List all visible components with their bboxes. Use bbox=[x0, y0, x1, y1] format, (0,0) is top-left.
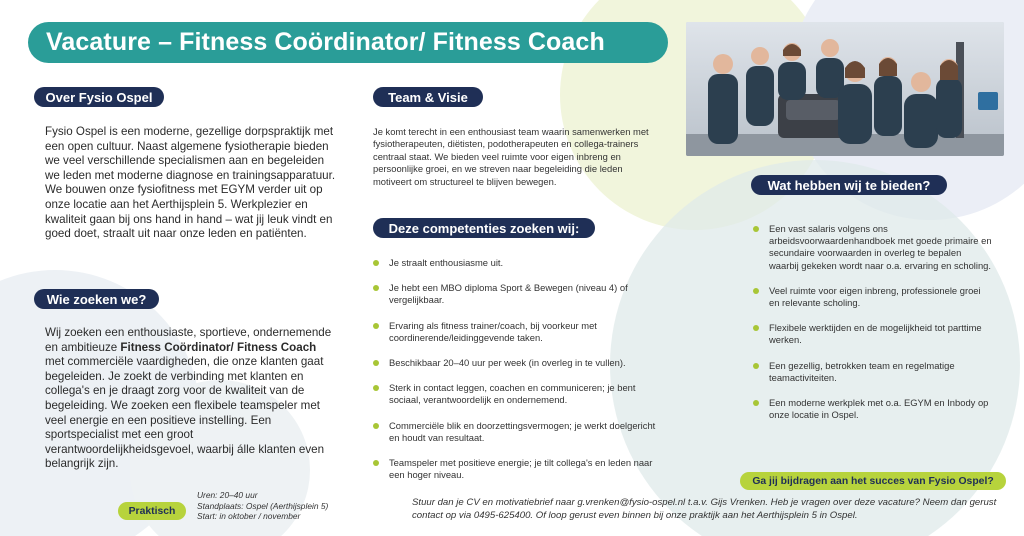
praktisch-label: Praktisch bbox=[128, 505, 176, 517]
section-heading-label: Over Fysio Ospel bbox=[45, 89, 153, 105]
list-item-text: Commerciële blik en doorzettingsvermogen; je werkt doelgericht en houdt van resultaat. bbox=[389, 419, 656, 443]
list-item bbox=[753, 285, 993, 309]
list-item bbox=[753, 223, 993, 272]
bullet-icon bbox=[753, 288, 759, 294]
bullet-icon bbox=[373, 323, 379, 329]
bullet-icon bbox=[373, 285, 379, 291]
praktisch-badge bbox=[118, 502, 186, 520]
list-item bbox=[373, 320, 663, 344]
section-heading-label: Wat hebben wij te bieden? bbox=[767, 177, 931, 193]
bullet-icon bbox=[753, 400, 759, 406]
list-item bbox=[373, 282, 663, 306]
bullet-icon bbox=[753, 226, 759, 232]
list-item-text: Een gezellig, betrokken team en regelmatige teamactiviteiten. bbox=[769, 359, 955, 383]
list-item-text: Sterk in contact leggen, coachen en communiceren; je bent sociaal, verantwoordelijk en ondernemend. bbox=[389, 382, 636, 406]
cta-text: Stuur dan je CV en motivatiebrief naar g.vrenken@fysio-ospel.nl t.a.v. Gijs Vrenken. Heb je vragen over deze vacature? Neem dan gerust contact op via 0495-625400. Of loop gerust even binnen bij onze praktijk aan het Aerthijsplein 5 in Ospel. bbox=[412, 497, 997, 521]
praktisch-start: Start: in oktober / november bbox=[197, 511, 301, 522]
list-item bbox=[753, 397, 993, 421]
list-item-text: Teamspeler met positieve energie; je tilt collega's en leden naar een hoger niveau. bbox=[389, 457, 653, 481]
wie-text: met commerciële vaardigheden, die onze klanten gaat begeleiden. Je zoekt de verbinding met klanten en collega's en je draagt zorg voor de kwaliteit van de begeleiding. We zoeken een flexibele teamspeler met veel energie en een positieve instelling. Een sportspecialist met een groot verantwoordelijkheidsgevoel, waarbij álle klanten even belangrijk zijn. bbox=[45, 355, 325, 471]
list-item bbox=[373, 382, 663, 406]
list-item bbox=[373, 420, 663, 444]
section-heading-wie bbox=[34, 289, 159, 309]
page-title: Vacature – Fitness Coördinator/ Fitness Coach bbox=[46, 28, 605, 56]
list-item bbox=[753, 360, 993, 384]
wie-text: Wij zoeken een enthousiaste, sportieve, ondernemende en ambitieuze bbox=[45, 326, 332, 354]
competenties-list bbox=[373, 257, 663, 481]
list-item-text: Veel ruimte voor eigen inbreng, professionele groei en relevante scholing. bbox=[769, 284, 981, 309]
list-item-text: Flexibele werktijden en de mogelijkheid tot parttime werken. bbox=[769, 322, 982, 346]
wie-text-bold: Fitness Coördinator/ Fitness Coach bbox=[120, 340, 317, 354]
wie-paragraph bbox=[45, 326, 335, 472]
over-paragraph: Fysio Ospel is een moderne, gezellige dorpspraktijk met een open cultuur. Naast algemene fysiotherapie bieden we veel verschillende specialismen aan en begeleiden we leden met moderne diagnose en trainingsapparatuur. We bouwen onze fysiofitness met EGYM verder uit op onze locatie aan het Aerthijsplein 5. Werkplezier en kwaliteit gaan bij ons hand in hand – wat jij leuk vindt en goed doet, straalt uit naar onze leden en patiënten. bbox=[45, 125, 336, 241]
list-item-text: Je straalt enthousiasme uit. bbox=[389, 257, 504, 268]
section-heading-bieden bbox=[751, 175, 947, 195]
bullet-icon bbox=[373, 385, 379, 391]
list-item bbox=[753, 322, 993, 346]
list-item-text: Een moderne werkplek met o.a. EGYM en Inbody op onze locatie in Ospel. bbox=[769, 397, 989, 421]
list-item-text: Je hebt een MBO diploma Sport & Bewegen (niveau 4) of vergelijkbaar. bbox=[389, 282, 628, 306]
list-item bbox=[373, 357, 663, 369]
bullet-icon bbox=[753, 325, 759, 331]
bullet-icon bbox=[373, 423, 379, 429]
bullet-icon bbox=[373, 360, 379, 366]
bullet-icon bbox=[753, 363, 759, 369]
section-heading-team bbox=[373, 87, 483, 107]
bieden-list bbox=[753, 223, 993, 421]
praktisch-details bbox=[197, 490, 367, 522]
section-heading-label: Wie zoeken we? bbox=[46, 291, 147, 307]
list-item bbox=[373, 457, 663, 481]
team-photo-image bbox=[686, 22, 1004, 156]
praktisch-uren: Uren: 20–40 uur bbox=[197, 490, 258, 500]
section-heading-label: Deze competenties zoeken wij: bbox=[388, 220, 580, 236]
bullet-icon bbox=[373, 460, 379, 466]
page-title-banner bbox=[28, 22, 668, 63]
section-heading-competenties bbox=[373, 218, 595, 238]
bullet-icon bbox=[373, 260, 379, 266]
cta-label: Ga jij bijdragen aan het succes van Fysio Ospel? bbox=[752, 475, 994, 487]
team-paragraph: Je komt terecht in een enthousiast team waarin samenwerken met fysiotherapeuten, diëtisten, podotherapeuten en collega-trainers centraal staat. We bieden veel ruimte voor eigen inbreng en persoonlijke groei, en we streven naar begeleiding die leden motiveert om structureel te blijven bewegen. bbox=[373, 126, 649, 187]
team-photo bbox=[686, 22, 1004, 156]
list-item-text: Een vast salaris volgens ons arbeidsvoorwaardenhandboek met goede primaire en secundaire voorwaarden in overleg te bepalen waarbij gekeken wordt naar o.a. ervaring en scholing. bbox=[769, 223, 992, 271]
list-item-text: Beschikbaar 20–40 uur per week (in overleg in te vullen). bbox=[389, 357, 626, 369]
section-heading-over bbox=[34, 87, 164, 107]
list-item-text: Ervaring als fitness trainer/coach, bij voorkeur met coordinerende/leidinggevende taken. bbox=[389, 319, 597, 343]
cta-badge bbox=[740, 472, 1006, 490]
praktisch-standplaats: Standplaats: Ospel (Aerthijsplein 5) bbox=[197, 500, 329, 511]
section-heading-label: Team & Visie bbox=[388, 89, 468, 105]
list-item bbox=[373, 257, 663, 269]
